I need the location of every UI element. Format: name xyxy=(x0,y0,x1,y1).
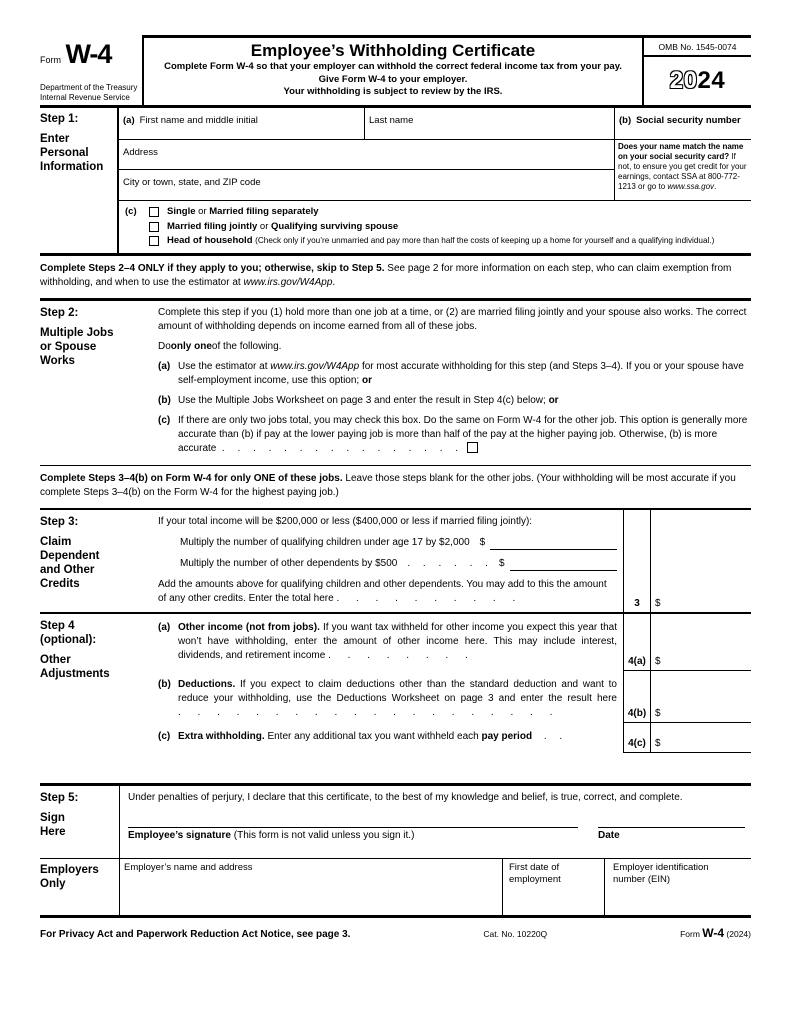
dollar-sign: $ xyxy=(655,737,661,749)
step4c-text xyxy=(158,723,623,753)
step4b-prefix: (b) xyxy=(158,678,171,690)
form-id-block xyxy=(40,35,142,105)
tax-year xyxy=(644,57,751,105)
filing-option-single-label: Single or Married filing separately xyxy=(167,206,319,217)
dollar-sign: $ xyxy=(655,655,661,667)
step2-paragraph-1: Complete this step if you (1) hold more than one job at a time, or (2) are married filing jointly and your spouse also works. The correct amount of withholding depends on income earned from all of these jobs. xyxy=(158,306,747,332)
head-of-household-checkbox[interactable] xyxy=(149,236,159,246)
form-header xyxy=(40,35,751,108)
form-footer-id: Form W-4 (2024) xyxy=(680,925,751,940)
spacer xyxy=(40,753,751,783)
step1-section xyxy=(40,108,751,256)
leader-dots: . . . . . . . . xyxy=(328,649,469,661)
ein-label: Employer identification number (EIN) xyxy=(613,861,709,885)
privacy-act-notice: For Privacy Act and Paperwork Reduction Act Notice, see page 3. xyxy=(40,928,351,940)
step4b-body: Deductions. If you expect to claim deductions other than the standard deduction and want to reduce your withholding, use the Deductions Worksheet on page 3 and enter the result here . . . . . . . . . . . . . . . . . . . . xyxy=(178,678,617,718)
step4b-text xyxy=(158,671,623,723)
step2-option-c xyxy=(158,414,751,456)
step4a-prefix: (a) xyxy=(158,621,171,633)
filing-option-single xyxy=(149,206,714,218)
filing-status-row xyxy=(119,201,751,253)
qualifying-children-line: Multiply the number of qualifying children under age 17 by $2,000 $ xyxy=(180,536,617,550)
employer-name-address-label: Employer’s name and address xyxy=(124,861,253,873)
two-jobs-checkbox[interactable] xyxy=(467,442,478,453)
ssn-match-note-bold: Does your name match the name on your social security card? xyxy=(618,142,744,161)
line4a-number: 4(a) xyxy=(623,614,651,671)
form-title-block xyxy=(142,35,642,105)
employee-signature-label: Employee’s signature (This form is not valid unless you sign it.) xyxy=(128,829,415,841)
step4-section xyxy=(40,614,751,753)
single-checkbox[interactable] xyxy=(149,207,159,217)
ssn-match-note xyxy=(615,140,751,200)
date-col xyxy=(598,826,745,841)
form-subtitle-3: Your withholding is subject to review by the IRS. xyxy=(283,86,503,97)
employers-only-section xyxy=(40,859,751,918)
step2-option-a xyxy=(158,360,751,388)
line4b-amount-field[interactable] xyxy=(651,671,751,723)
agency-line2: Internal Revenue Service xyxy=(40,92,130,102)
filing-option-head-of-household-label: Head of household (Check only if you’re unmarried and pay more than half the costs of keeping up a home for yourself and a qualifying individual.) xyxy=(167,235,715,246)
last-name-field[interactable] xyxy=(365,108,615,139)
form-number: W-4 xyxy=(65,39,112,69)
step2-paragraph-2: Do only one of the following. xyxy=(158,340,282,352)
form-subtitle-2: Give Form W-4 to your employer. xyxy=(318,73,468,85)
line3-amount-field[interactable] xyxy=(651,510,751,612)
step5-title: Step 5: xyxy=(40,791,79,804)
step3-label-col xyxy=(40,510,158,612)
employers-only-label-col xyxy=(40,859,120,915)
line3-number: 3 xyxy=(623,510,651,612)
step4-rows xyxy=(158,614,751,753)
omb-year-block xyxy=(642,35,751,105)
ssn-label: Social security number xyxy=(636,115,741,126)
leader-dots: . . . . . . xyxy=(407,557,489,569)
leader-dots: . . . . . . . . . . xyxy=(336,592,517,604)
step1-address-block xyxy=(119,140,751,201)
line4c-amount-field[interactable] xyxy=(651,723,751,753)
step4-label-col xyxy=(40,614,158,753)
first-name-field[interactable] xyxy=(119,108,365,139)
step5-content xyxy=(120,786,751,858)
first-date-of-employment-field[interactable] xyxy=(503,859,605,915)
filing-status-prefix: (c) xyxy=(125,206,137,217)
city-state-zip-field[interactable] xyxy=(119,170,614,200)
step2-option-b xyxy=(158,394,751,408)
step2-content xyxy=(158,301,751,456)
qualifying-children-amount-blank[interactable] xyxy=(490,538,617,550)
step2-option-c-prefix: (c) xyxy=(158,414,171,426)
ssn-match-note-text: If not, to ensure you get credit for your earnings, contact SSA at 800-772-1213 or go to xyxy=(618,152,747,191)
other-dependents-line: Multiply the number of other dependents by $500 . . . . . . $ xyxy=(180,557,617,571)
step2-option-c-text: If there are only two jobs total, you may check this box. Do the same on Form W-4 for the other job. This option is generally more accurate than (b) if pay at the lower paying job is more than half of the pay at the higher paying job. Otherwise, (b) is more accurate . . . . . . . . . . . . . . . . xyxy=(178,414,748,454)
agency-block xyxy=(40,83,140,102)
step3-section xyxy=(40,510,751,614)
steps-3-4b-instructions: Complete Steps 3–4(b) on Form W-4 for only ONE of these jobs. Leave those steps blank for the other jobs. (Your withholding will be most accurate if you complete Steps 3–4(b) on the Form W-4 for the highest paying job.) xyxy=(40,466,751,510)
dollar-sign: $ xyxy=(655,707,661,719)
step5-label-col xyxy=(40,786,120,858)
step2-section xyxy=(40,301,751,466)
step4a-text xyxy=(158,614,623,671)
form-title: Employee’s Withholding Certificate xyxy=(250,41,536,60)
step3-intro: If your total income will be $200,000 or less ($400,000 or less if married filing jointly): xyxy=(158,515,533,527)
form-subtitle-1: Complete Form W-4 so that your employer can withhold the correct federal income tax from your pay. xyxy=(164,61,622,72)
form-word: Form xyxy=(40,55,61,65)
step4-title: Step 4 (optional): xyxy=(40,619,97,646)
date-label: Date xyxy=(598,829,620,841)
step1-subtitle: Enter Personal Information xyxy=(40,133,104,173)
employer-name-address-field[interactable] xyxy=(120,859,503,915)
signature-date-row xyxy=(128,826,751,841)
form-number-line xyxy=(40,39,140,69)
omb-number: OMB No. 1545-0074 xyxy=(644,38,751,57)
step1-title: Step 1: xyxy=(40,113,79,125)
step2-title: Step 2: xyxy=(40,306,79,319)
leader-dots: . . . . . . . . . . . . . . . . xyxy=(221,442,460,454)
step4a-body: Other income (not from jobs). If you want tax withheld for other income you expect this year that won’t have withholding, enter the amount of other income here. This may include interest, dividends, and retirement income . . . . . . . . xyxy=(178,621,617,661)
step5-subtitle: Sign Here xyxy=(40,811,66,838)
step2-option-a-prefix: (a) xyxy=(158,360,171,372)
other-dependents-amount-blank[interactable] xyxy=(510,559,618,571)
filing-option-head-of-household xyxy=(149,235,714,247)
step2-option-a-text: Use the estimator at www.irs.gov/W4App for most accurate withholding for this step (and Steps 3–4). If you or your spouse have self-employment income, use this option; or xyxy=(178,360,744,386)
city-state-zip-label: City or town, state, and ZIP code xyxy=(123,177,261,188)
first-name-label: First name and middle initial xyxy=(139,115,258,126)
leader-dots: . . . . . . . . . . . . . . . . . . . . xyxy=(178,706,554,718)
signature-col xyxy=(128,826,578,841)
dollar-sign: $ xyxy=(479,536,486,548)
step1-label-col xyxy=(40,108,119,253)
step1-fields xyxy=(119,108,751,253)
agency-line1: Department of the Treasury xyxy=(40,83,138,92)
catalog-number: Cat. No. 10220Q xyxy=(483,928,548,939)
address-city-col xyxy=(119,140,615,200)
w4app-url: www.irs.gov/W4App xyxy=(243,276,333,288)
steps-3-4b-instructions-bold: Complete Steps 3–4(b) on Form W-4 for only ONE of these jobs. xyxy=(40,472,343,484)
tax-year-outline: 20 xyxy=(669,67,698,94)
perjury-declaration: Under penalties of perjury, I declare that this certificate, to the best of my knowledge and belief, is true, correct, and complete. xyxy=(128,791,683,803)
step5-section xyxy=(40,783,751,859)
first-name-prefix: (a) xyxy=(123,115,135,126)
step2-option-b-text: Use the Multiple Jobs Worksheet on page 3 and enter the result in Step 4(c) below; or xyxy=(178,394,559,406)
ssn-prefix: (b) xyxy=(619,115,632,126)
address-label: Address xyxy=(123,147,158,158)
married-jointly-checkbox[interactable] xyxy=(149,222,159,232)
step2-subtitle: Multiple Jobs or Spouse Works xyxy=(40,326,114,367)
step1-name-row xyxy=(119,108,751,140)
step3-total-text: Add the amounts above for qualifying children and other dependents. You may add to this the amount of any other credits. Enter the total here . . . . . . . . . . xyxy=(158,578,607,604)
employers-only-title: Employers Only xyxy=(40,863,99,890)
ssn-field[interactable] xyxy=(615,108,751,139)
step4c-body: Extra withholding. Enter any additional tax you want withheld each pay period . . xyxy=(178,730,564,742)
ein-field[interactable] xyxy=(605,859,751,915)
step3-subtitle: Claim Dependent and Other Credits xyxy=(40,535,100,590)
line4a-amount-field[interactable] xyxy=(651,614,751,671)
line4c-number: 4(c) xyxy=(623,723,651,753)
form-footer xyxy=(40,918,751,940)
dollar-sign: $ xyxy=(498,557,505,569)
last-name-label: Last name xyxy=(369,115,414,126)
steps-2-4-instructions-bold: Complete Steps 2–4 ONLY if they apply to you; otherwise, skip to Step 5. xyxy=(40,262,385,274)
step3-title: Step 3: xyxy=(40,515,79,528)
address-field[interactable] xyxy=(119,140,614,170)
step2-label-col xyxy=(40,301,158,456)
step2-option-b-prefix: (b) xyxy=(158,394,171,406)
first-date-of-employment-label: First date of employment xyxy=(509,861,561,885)
w4app-url-2: www.irs.gov/W4App xyxy=(270,360,360,372)
filing-status-options xyxy=(149,206,714,250)
step4-subtitle: Other Adjustments xyxy=(40,653,110,680)
dollar-sign: $ xyxy=(655,597,661,609)
step4c-row xyxy=(158,723,751,753)
ssn-match-note-end: . xyxy=(714,182,717,191)
filing-option-married-jointly xyxy=(149,221,714,233)
step4a-row xyxy=(158,614,751,671)
tax-year-bold: 24 xyxy=(697,67,726,94)
steps-2-4-instructions: Complete Steps 2–4 ONLY if they apply to you; otherwise, skip to Step 5. See page 2 for more information on each step, who can claim exemption from withholding, and when to use the estimator at www.irs.gov/W4App. xyxy=(40,256,751,301)
step4b-row xyxy=(158,671,751,723)
line4b-number: 4(b) xyxy=(623,671,651,723)
step3-content xyxy=(158,510,623,612)
step4c-prefix: (c) xyxy=(158,730,171,742)
leader-dots: . . xyxy=(532,730,564,742)
filing-option-married-jointly-label: Married filing jointly or Qualifying surviving spouse xyxy=(167,220,399,232)
ssa-url: www.ssa.gov xyxy=(667,182,715,191)
